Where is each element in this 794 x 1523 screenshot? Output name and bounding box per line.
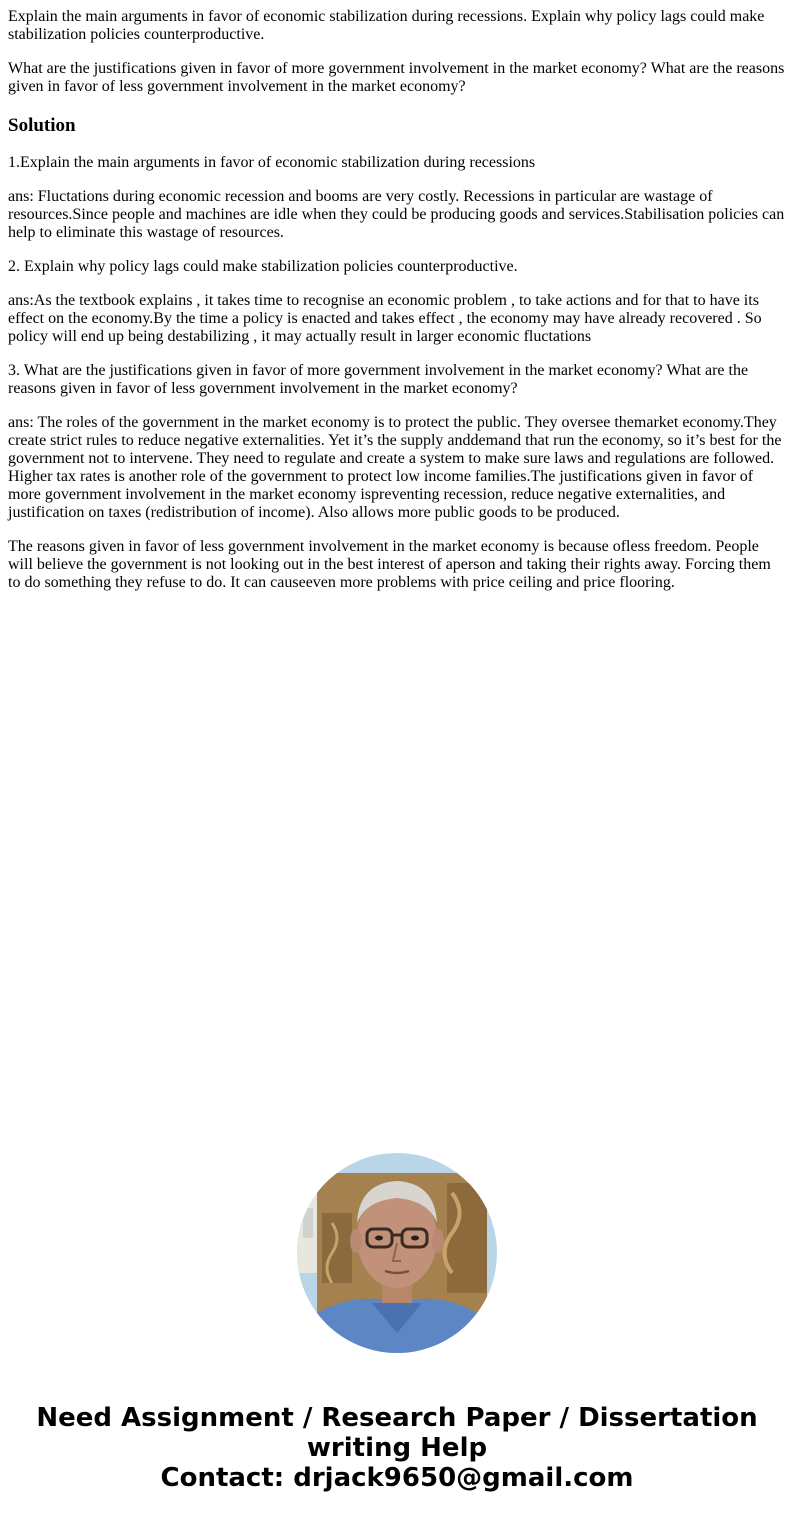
author-avatar: [297, 1153, 497, 1353]
question-paragraph-2: What are the justifications given in favor of more government involvement in the market economy? What are the reasons given in favor of less government involvement in the market economy?: [8, 60, 785, 95]
solution-paragraph-5: 3. What are the justifications given in favor of more government involvement in the market economy? What are the reasons given in favor of less government involvement in the market economy?: [8, 362, 749, 397]
solution-heading: Solution: [8, 115, 76, 136]
solution-paragraph-4: ans:As the textbook explains , it takes time to recognise an economic problem , to take actions and for that to have its effect on the economy.By the time a policy is enacted and takes effect , the economy may have already recovered . So policy will end up being destabilizing , it may actually result in larger economic fluctations: [8, 292, 762, 345]
solution-paragraph-1: 1.Explain the main arguments in favor of economic stabilization during recessions: [8, 154, 536, 171]
document-body: [8, 8, 786, 608]
solution-paragraph-3: 2. Explain why policy lags could make stabilization policies counterproductive.: [8, 258, 518, 275]
promo-line-2: writing Help: [306, 1433, 488, 1463]
solution-paragraph-2: ans: Fluctations during economic recession and booms are very costly. Recessions in particular are wastage of resources.Since people and machines are idle when they could be producing goods and services.Stabilisation policies can help to eliminate this wastage of resources.: [8, 188, 785, 241]
solution-paragraph-6: ans: The roles of the government in the market economy is to protect the public. They oversee themarket economy.They create strict rules to reduce negative externalities. Yet it’s the supply anddemand that run the economy, so it’s best for the government not to intervene. They need to regulate and create a system to make sure laws and regulations are followed. Higher tax rates is another role of the government to protect low income families.The justifications given in favor of more government involvement in the market economy ispreventing recession, reduce negative externalities, and justification on taxes (redistribution of income). Also allows more public goods to be produced.: [8, 414, 782, 521]
contact-email: Contact: drjack9650@gmail.com: [160, 1463, 634, 1493]
solution-paragraph-7: The reasons given in favor of less government involvement in the market economy is because ofless freedom. People will believe the government is not looking out in the best interest of aperson and taking their rights away. Forcing them to do something they refuse to do. It can causeeven more problems with price ceiling and price flooring.: [8, 538, 771, 591]
promo-line-1: Need Assignment / Research Paper / Dissertation: [36, 1403, 758, 1433]
question-paragraph-1: Explain the main arguments in favor of economic stabilization during recessions. Explain why policy lags could make stabilization policies counterproductive.: [8, 8, 765, 43]
promo-footer: [0, 1403, 794, 1493]
